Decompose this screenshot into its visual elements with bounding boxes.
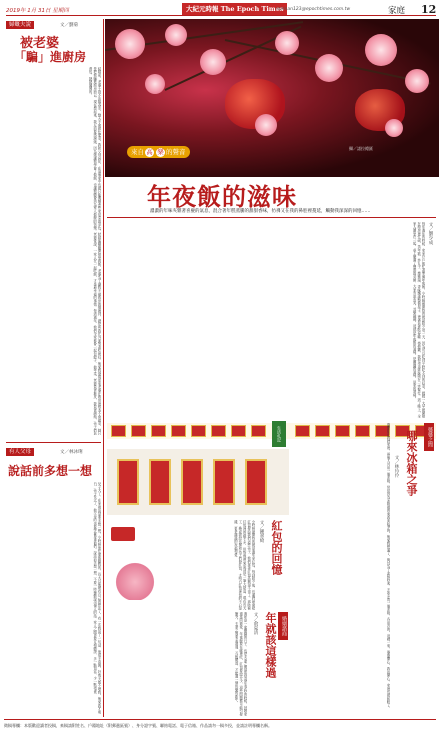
main-body: 每年過年的時候，家家戶戶都忙著準備年夜飯。小時候最期待的就是除夕這一天，因為可以吃到平時吃不到的好菜。媽媽一大早就開始在廚房裡忙碌，蒸年糕、炸丸子、燉雞湯，香味飄滿整個屋子。爸爸負責貼春聯、掛燈籠，我和弟弟妹妹則在一旁幫忙。到了晚上，全家人圍坐在一起，桌上擺滿了豐盛的菜餚，大家有說有笑，其樂融融。這就是年夜飯的滋味，是團圓的滋味，是家的滋味。 (412, 222, 425, 418)
story4-author: 文／俞夏清 (253, 612, 258, 635)
story3-title: 哪來冰箱之爭 (405, 430, 418, 496)
story2-author: 文／鍾翠綺 (259, 520, 264, 543)
column2-title: 說話前多想一想 (8, 464, 93, 478)
section-name: 家庭 (388, 6, 406, 16)
story2-title: 紅包的回憶 (270, 520, 283, 575)
lead-divider (107, 217, 436, 218)
red-envelope-icon (111, 527, 135, 541)
column-title-line2: 「騙」進廚房 (14, 50, 87, 64)
divider (6, 442, 101, 443)
hero-subtitle: 來自 高 樂 的聲音 (127, 146, 190, 158)
column-title-line1: 被老婆 (20, 36, 60, 51)
issue-date: 2019年 1月 31日 星期四 (6, 8, 69, 14)
column2-author: 文／林沐琍 (60, 450, 83, 455)
story4-title: 年就該這樣過 (264, 612, 277, 678)
photo-credit: 攝／諾拉總匯 (349, 146, 373, 151)
red-envelope-photo (107, 449, 289, 515)
submission-notice: 徵稿專欄：本版歡迎讀者投稿，來稿請附姓名、戶籍地址（附郵遞區號）、身分證字號、聯絡電話、電子信箱、作品請勿一稿多投，並請註明專欄名稱。 (4, 719, 436, 731)
column-divider (103, 19, 104, 717)
main-lead: 濃濃的年味夾雜著喜慶的氣息，混合著年糕蒸騰的甜甜香味，彷彿又在我的鼻腔裡蔓延，觸動我深深的回憶…… (150, 209, 371, 214)
newspaper-logo: 大紀元時報 The Epoch Times (182, 3, 287, 15)
pig-illustration (113, 560, 157, 600)
story2-body: 小時候最期待的就是過年拿紅包。每到除夕夜，長輩們就會把紅包發給我們這些孩子，我們拿著紅包高興得不得了。那時候紅包裡的錢不多，但對我們來說卻是一筆大財富。現在長大了，換成我給長輩和孩子們發紅包，才明白紅包裡包的不只是錢，更是滿滿的祝福和愛。 (233, 520, 255, 610)
page-header (6, 3, 436, 16)
main-author: 文／劉少成 (428, 222, 433, 245)
column-author: 文／劉菊 (60, 23, 78, 28)
story3-author: 文／林玲伶 (394, 455, 399, 478)
main-headline: 年夜飯的滋味 (147, 182, 297, 211)
life-notes-badge: 生活札記 (272, 421, 286, 447)
column-body: 結婚前，老婆十指不沾陽春水，整天不會做什麼菜。我和父母同住，在這個家中也就只能偶爾煮些家常菜的菜色。結婚後剛剛開始學做飯，老婆為了讓我不被廚房的煙燻到，總是叫我在外面等著吃就好。後來我發現原來老婆在廚房裡根本不會做菜，她只是把我騙進廚房而已。現在想起來，我反而要感謝她，因為她讓我學會了做飯，也讓我體會到為家人做飯的快樂。老婆常說，一家人在一起吃飯，才是最幸福的事情。每到過年，我們全家都會一起包餃子、做年菜，老婆負責擀皮，我負責調餡，孩子們負責包，熱熱鬧鬧的。 (88, 67, 101, 435)
contact-email: minnan123@epochtimes.com.tw (276, 7, 351, 12)
page-number: 12 (421, 3, 437, 16)
story4-body: 過年是一家團圓的日子，也是夫妻之間最容易發生爭吵的時候。回娘家還是回婆家，年夜飯要在哪裡吃，紅包要給多少，這些問題都可能引發衝突。夫妻之間要多溝通，互相體諒，才能過一個快樂的新年。 (234, 612, 247, 716)
plum-blossom-photo (105, 19, 439, 177)
story3-tag: 婆婆之間 (424, 423, 434, 451)
story3-body: 婆婆住在我們家裡，兩個人共用一個冰箱，常常因為冰箱裡的東西而起爭執。後來我想通了，與其為了冰箱吵架，不如多買一個冰箱，各用各的。這樣一來，婆婆開心，我也開心，家裡也就和睦了。 (386, 423, 390, 711)
column-tag: 婦嘅夫說 (6, 21, 34, 29)
story4-tag: 婚姻諮商 (278, 612, 288, 640)
column2-tag: 有人父母 (6, 448, 34, 456)
column2-body: 兒子大了，在家裡說話要多想一想。小時候他什麼都聽我的，長大以後就有自己的想法了。有一次我說了一句話，他很不高興，好幾天都不理我。後來我才明白，孩子長大了，做父母的也要學會尊重他們。說話前多想一想，不要一時衝動說出傷人的話。家人之間更要互相體諒，多一點包容，少一點指責。 (92, 482, 101, 714)
